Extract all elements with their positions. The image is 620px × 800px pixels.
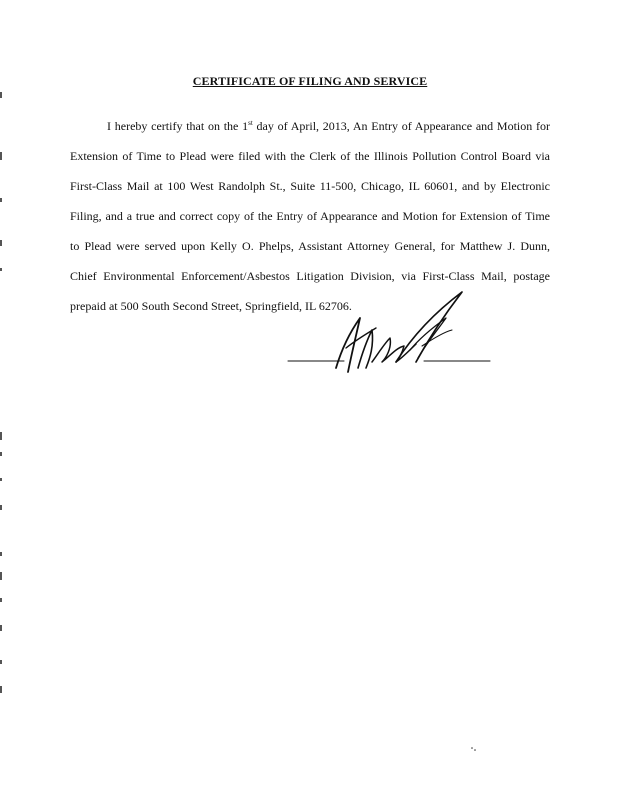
body-line-2: Extension of Time to Plead were filed with the Clerk of the Illinois Pollution Control Board via [70,149,550,163]
signature-icon [286,288,492,380]
body-line-7: prepaid at 500 South Second Street, Springfield, IL 62706. [70,299,352,313]
signature-stroke-1 [336,318,360,372]
signature-stroke-6 [410,318,446,358]
scan-speck [470,746,478,752]
body-line-6: Chief Environmental Enforcement/Asbestos Litigation Division, via First-Class Mail, postage [70,269,550,283]
signature-stroke-5 [396,292,462,362]
body-line-3: First-Class Mail at 100 West Randolph St., Suite 11-500, Chicago, IL 60601, and by Electronic [70,179,550,193]
signature-stroke-3 [358,330,373,368]
body-line-1: I hereby certify that on the 1st day of April, 2013, An Entry of Appearance and Motion for [107,119,550,133]
certificate-title: CERTIFICATE OF FILING AND SERVICE [192,74,428,88]
body-line-4: Filing, and a true and correct copy of the Entry of Appearance and Motion for Extension of Time [70,209,550,223]
ordinal-superscript: st [248,119,253,127]
scan-edge-marks [0,0,4,800]
signature-stroke-7 [422,330,452,346]
signature-block [286,288,492,380]
body-line-5: to Plead were served upon Kelly O. Phelps, Assistant Attorney General, for Matthew J. Dunn, [70,239,550,253]
